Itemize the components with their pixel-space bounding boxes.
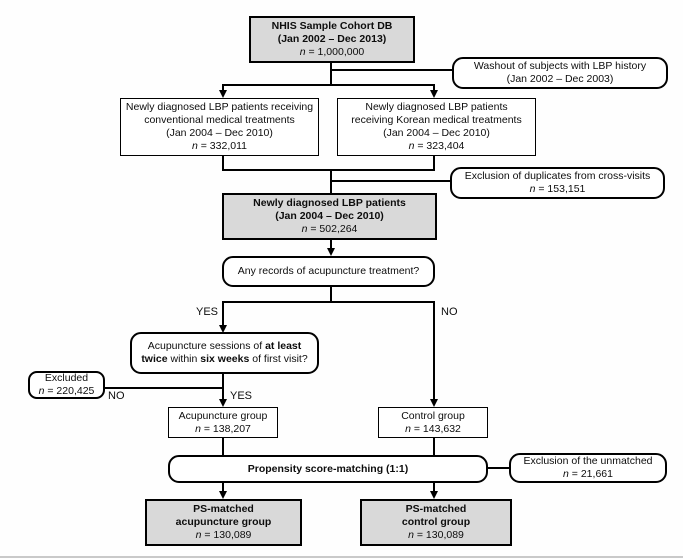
question-text-line2 [141,353,307,366]
question-text-bold: at least [265,340,302,352]
box-text: Exclusion of duplicates from cross-visits [464,170,651,182]
box-text: Newly diagnosed LBP patients [365,101,508,113]
box-date-range: (Jan 2004 – Dec 2010) [383,127,490,139]
arrowhead [219,491,227,499]
sample-size: n = 143,632 [405,422,461,435]
yes-label-1: YES [195,306,218,318]
box-title: Propensity score-matching (1:1) [247,462,409,475]
question-text: Acupuncture sessions of [147,340,266,352]
arrowhead [430,491,438,499]
yes-label-2: YES [230,390,253,402]
connector-line [222,169,435,171]
box-date-range: (Jan 2004 – Dec 2010) [275,210,384,222]
sample-size: n = 153,151 [529,183,586,195]
box-date-range: (Jan 2004 – Dec 2010) [166,127,273,139]
connector-line [433,438,435,456]
box-text: Exclusion of the unmatched [523,455,653,467]
arrowhead [327,248,335,256]
connector-line [330,180,450,182]
propensity-matching-box [168,455,488,483]
korean-treatment-box [337,98,536,156]
sample-size: n = 138,207 [195,422,251,435]
washout-box [452,57,668,89]
box-text: Control group [401,409,465,422]
box-title: acupuncture group [175,516,272,528]
sample-size: n = 502,264 [301,223,358,235]
no-label-2: NO [108,390,125,402]
newly-diagnosed-lbp-box [222,193,437,240]
connector-line [330,69,452,71]
question-text: within [167,353,201,365]
sample-size: n = 130,089 [408,529,464,541]
box-title: Newly diagnosed LBP patients [253,197,406,209]
arrowhead [219,90,227,98]
box-text: conventional medical treatments [144,114,295,126]
connector-line [104,387,224,389]
sample-size: n = 21,661 [563,468,613,480]
box-text: Newly diagnosed LBP patients receiving [125,101,314,113]
acupuncture-group-box [168,407,278,438]
box-text: receiving Korean medical treatments [351,114,522,126]
sample-size: n = 323,404 [408,140,465,152]
session-question-box [130,332,319,374]
box-text: Washout of subjects with LBP history [473,60,647,72]
excluded-box [28,371,105,399]
arrowhead [219,399,227,407]
box-text: Acupuncture group [178,409,268,422]
connector-line [222,301,435,303]
sample-size: n = 130,089 [195,529,252,541]
duplicates-exclusion-box [450,167,665,199]
box-title: PS-matched [193,503,254,515]
nhis-cohort-box [249,16,415,63]
conventional-treatment-box [120,98,319,156]
unmatched-exclusion-box [509,453,667,483]
box-date-range: (Jan 2002 – Dec 2003) [506,73,614,85]
ps-matched-acupuncture-box [145,499,302,546]
connector-line [487,467,509,469]
arrowhead [430,399,438,407]
box-date-range: (Jan 2002 – Dec 2013) [277,33,387,45]
connector-line [222,301,224,327]
figure-bottom-border [0,556,683,558]
connector-line [330,62,332,86]
connector-line [433,301,435,400]
question-text-bold: six weeks [200,353,250,365]
control-group-box [378,407,488,438]
box-title: PS-matched [405,503,467,515]
ps-matched-control-box [360,499,512,546]
question-text-bold: twice [141,353,168,365]
connector-line [222,438,224,456]
question-text-line1 [148,340,302,353]
box-title: control group [401,516,471,528]
box-text: Excluded [44,372,89,384]
box-title: NHIS Sample Cohort DB [271,20,393,32]
connector-line [222,84,435,86]
sample-size: n = 1,000,000 [299,46,365,58]
arrowhead [430,90,438,98]
sample-size: n = 332,011 [192,140,247,152]
question-text: Any records of acupuncture treatment? [237,265,420,277]
sample-size: n = 220,425 [38,385,95,397]
acupuncture-question-box [222,256,435,287]
no-label-1: NO [441,306,458,318]
question-text: of first visit? [249,353,308,365]
